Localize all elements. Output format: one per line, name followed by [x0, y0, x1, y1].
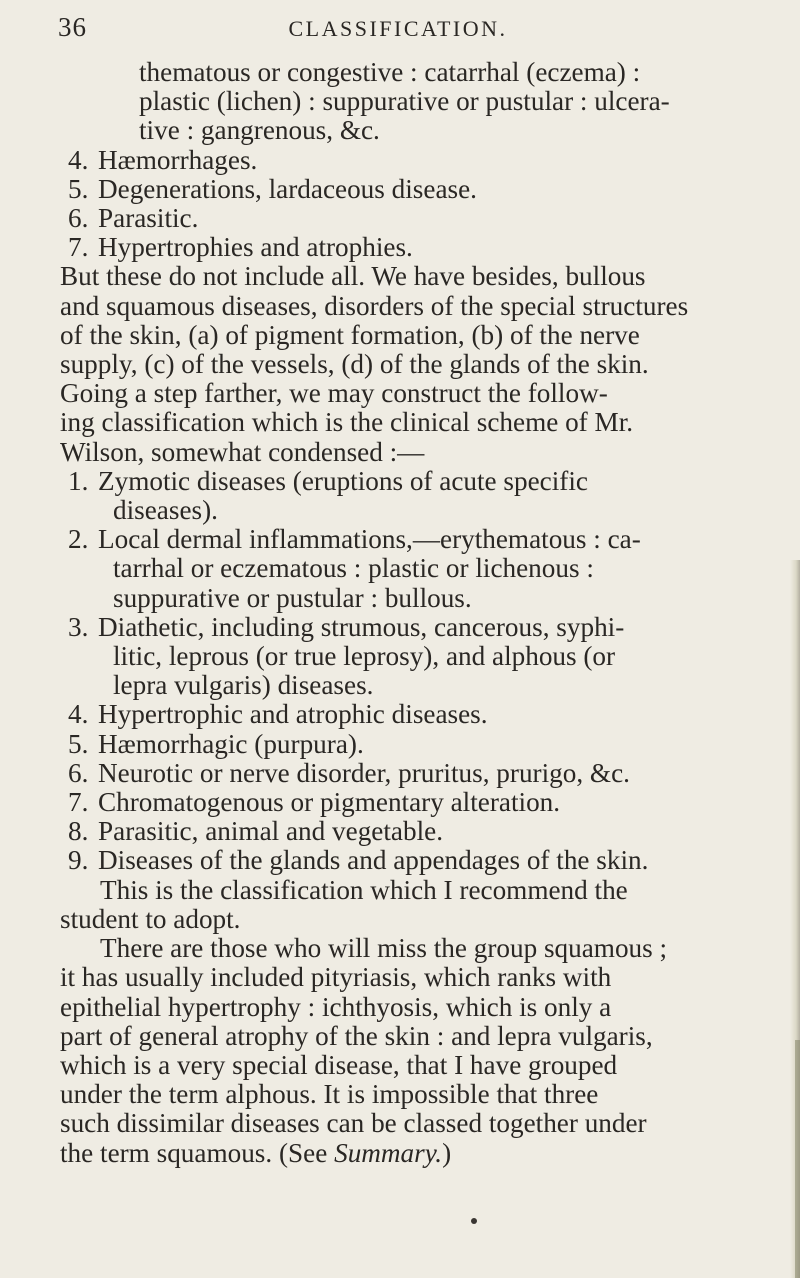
text-line: part of general atrophy of the skin : and lepra vulgaris, — [60, 1020, 653, 1051]
text-line: student to adopt. — [60, 903, 241, 934]
text-line: epithelial hypertrophy : ichthyosis, which is only a — [60, 991, 612, 1022]
text-line: Wilson, somewhat condensed :— — [60, 436, 425, 467]
list-item: 5. Degenerations, lardaceous disease. — [68, 173, 477, 204]
list-item: 4. Hypertrophic and atrophic diseases. — [68, 699, 488, 730]
text-line: There are those who will miss the group squamous ; — [100, 933, 668, 964]
list-item: 1. Zymotic diseases (eruptions of acute specific — [68, 465, 588, 496]
text-line: But these do not include all. We have besides, bullous — [60, 261, 646, 292]
text-line: and squamous diseases, disorders of the special structures — [60, 290, 689, 321]
list-item-continuation: suppurative or pustular : bullous. — [113, 582, 472, 613]
text-line: supply, (c) of the vessels, (d) of the glands of the skin. — [60, 349, 649, 380]
ink-dot — [471, 1218, 477, 1224]
text-line: This is the classification which I recommend the — [100, 874, 628, 905]
running-title: CLASSIFICATION. — [288, 16, 508, 41]
text-line: it has usually included pityriasis, which ranks with — [60, 962, 612, 993]
page-body — [60, 58, 760, 1168]
list-item: 7. Hypertrophies and atrophies. — [68, 232, 413, 263]
list-item: 6. Neurotic or nerve disorder, pruritus, prurigo, &c. — [68, 757, 630, 788]
text-line: plastic (lichen) : suppurative or pustular : ulcera- — [139, 86, 670, 117]
text-line: of the skin, (a) of pigment formation, (b) of the nerve — [60, 319, 640, 350]
page-edge-line — [795, 1040, 800, 1278]
list-item: 8. Parasitic, animal and vegetable. — [68, 816, 443, 847]
list-item-continuation: tarrhal or eczematous : plastic or lichenous : — [113, 553, 594, 584]
list-item: 4. Hæmorrhages. — [68, 144, 258, 175]
text-line: ing classification which is the clinical scheme of Mr. — [60, 407, 634, 438]
page-header — [58, 12, 738, 48]
list-item-continuation: diseases). — [113, 495, 218, 526]
list-item-continuation: lepra vulgaris) diseases. — [113, 670, 374, 701]
text-line: Going a step farther, we may construct the follow- — [60, 378, 608, 409]
page-number: 36 — [58, 12, 87, 42]
text-line: which is a very special disease, that I have grouped — [60, 1049, 618, 1080]
text-line: under the term alphous. It is impossible that three — [60, 1079, 599, 1110]
list-item: 3. Diathetic, including strumous, cancerous, syphi- — [68, 611, 625, 642]
text-line: such dissimilar diseases can be classed together under — [60, 1108, 647, 1139]
text-line: the term squamous. (See Summary.) — [60, 1137, 452, 1168]
text-line: thematous or congestive : catarrhal (eczema) : — [139, 57, 641, 87]
list-item: 9. Diseases of the glands and appendages of the skin. — [68, 845, 649, 876]
list-item: 7. Chromatogenous or pigmentary alteration. — [68, 787, 561, 818]
list-item: 2. Local dermal inflammations,—erythematous : ca- — [68, 524, 641, 555]
list-item: 5. Hæmorrhagic (purpura). — [68, 728, 364, 759]
list-item-continuation: litic, leprous (or true leprosy), and alphous (or — [113, 641, 616, 672]
text-line: tive : gangrenous, &c. — [139, 115, 380, 146]
summary-reference: Summary. — [334, 1137, 443, 1168]
list-item: 6. Parasitic. — [68, 203, 199, 234]
